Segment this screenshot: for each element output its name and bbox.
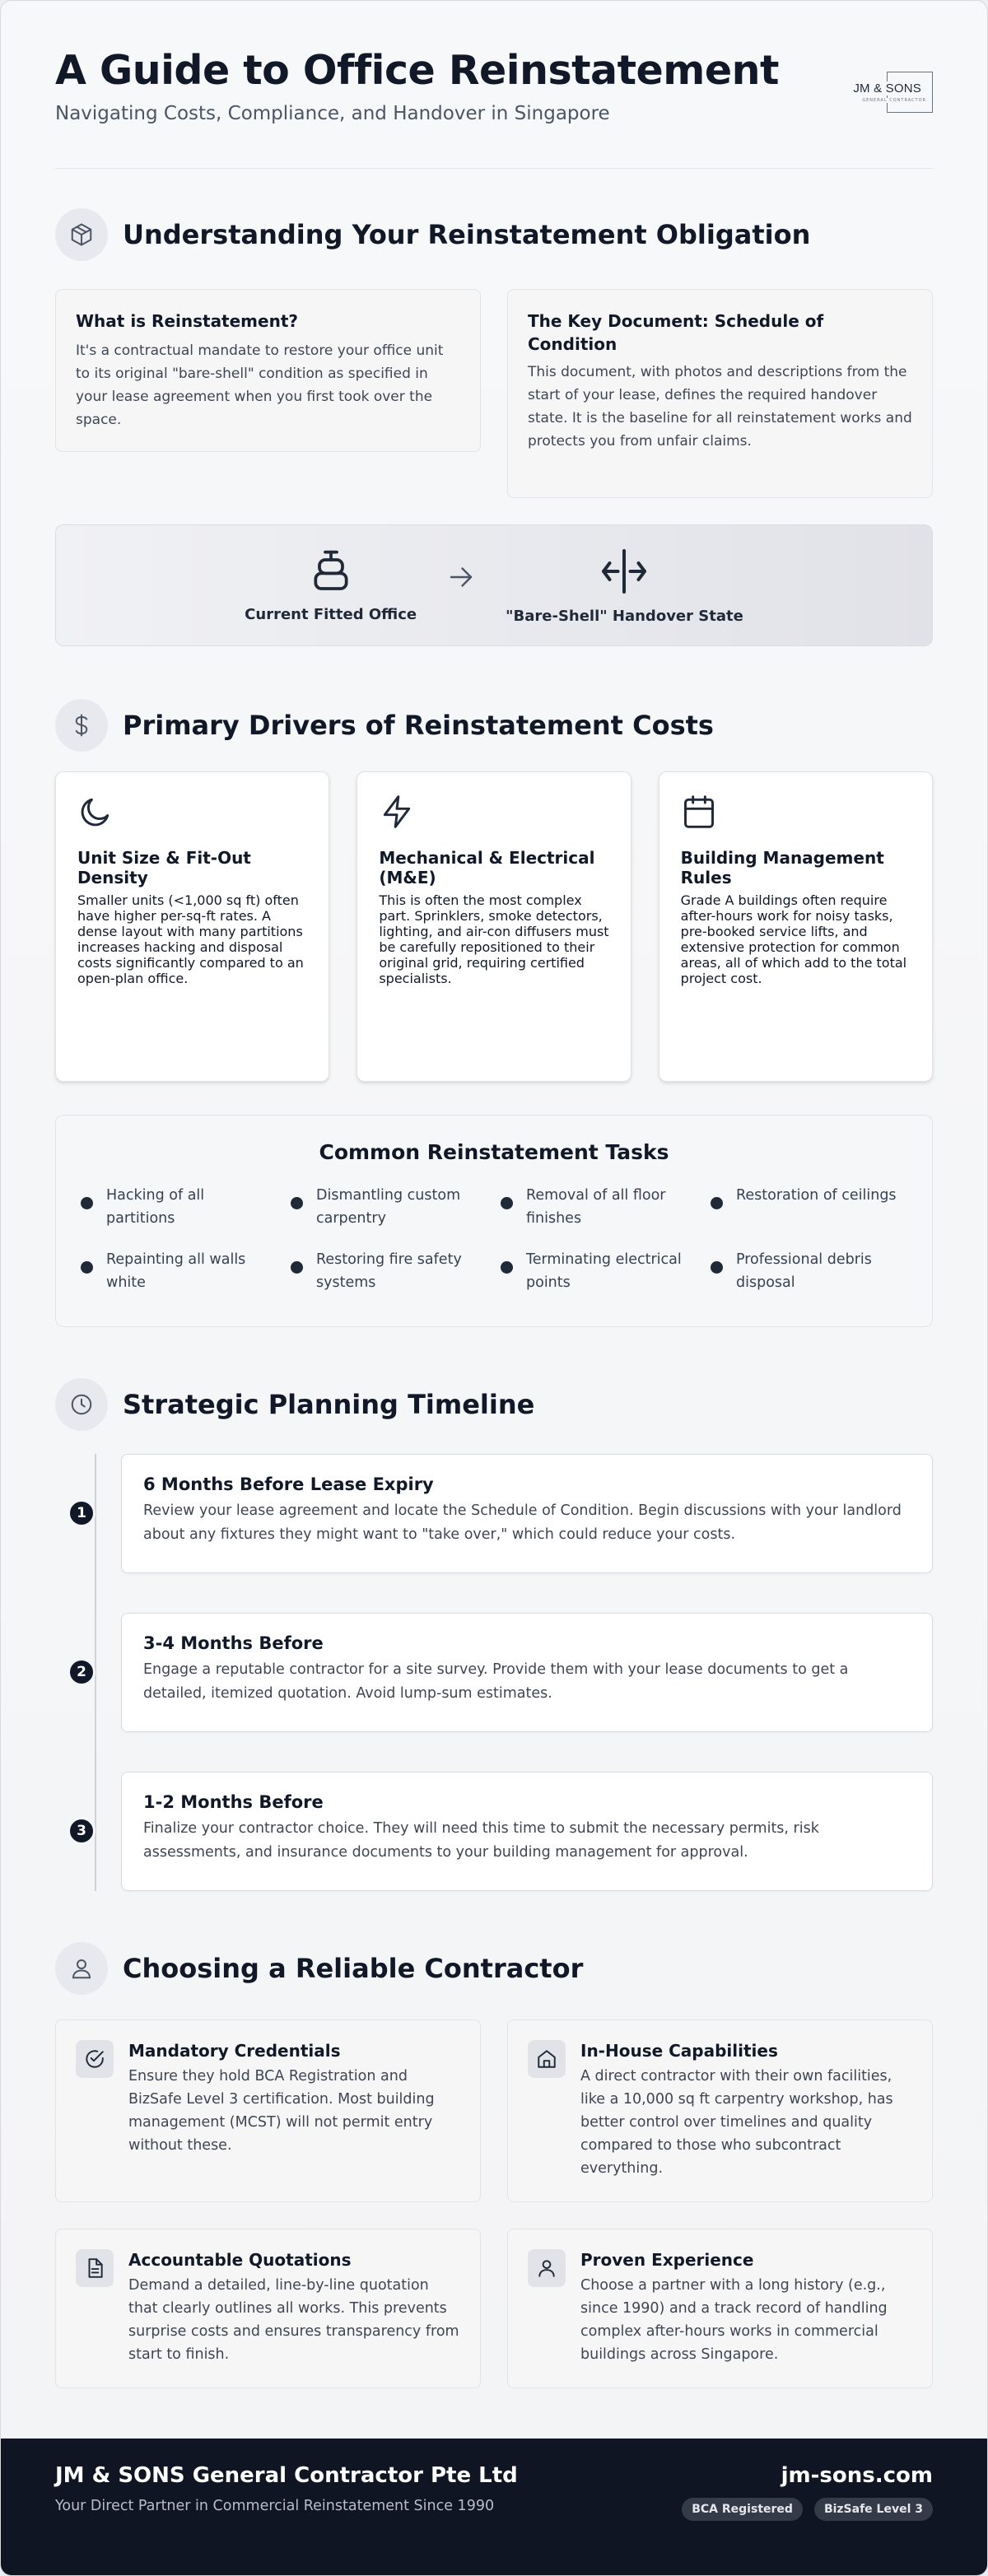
list-item: Restoring fire safety systems — [291, 1248, 487, 1294]
card-text: Choose a partner with a long history (e.g., since 1990) and a track record of handling complex after-hours works in commercial buildings across Singapore. — [580, 2277, 888, 2363]
card-text: Smaller units (<1,000 sq ft) often have higher per-sq-ft rates. A dense layout with many partitions increases hacking and disposal costs significantly compared to an open-plan office. — [77, 892, 304, 986]
clock-icon — [55, 1378, 108, 1431]
card-text: Ensure they hold BCA Registration and BizSafe Level 3 certification. Most building management (MCST) will not permit entry without these. — [128, 2068, 435, 2154]
card-text: This document, with photos and descriptions from the start of your lease, defines the required handover state. It is the baseline for all reinstatement works and protects you from unfair claims. — [528, 364, 912, 450]
step-title: 1-2 Months Before — [143, 1792, 324, 1812]
list-item: Professional debris disposal — [711, 1248, 907, 1294]
info-card — [55, 289, 481, 452]
page-title: A Guide to Office Reinstatement — [55, 47, 779, 94]
cost-driver-card — [55, 771, 329, 1082]
tasks-panel — [55, 1115, 933, 1327]
step-number: 3 — [68, 1817, 96, 1845]
fitted-office-icon — [308, 548, 354, 594]
timeline — [55, 1454, 933, 1891]
step-number: 1 — [68, 1499, 96, 1527]
section-title: Choosing a Reliable Contractor — [123, 1953, 584, 1984]
page-header — [55, 1, 933, 169]
drivers-section — [55, 699, 933, 1327]
footer-website-link[interactable]: jm-sons.com — [781, 2463, 933, 2488]
to-state-label: "Bare-Shell" Handover State — [506, 607, 743, 625]
contractor-card — [55, 2019, 481, 2202]
bare-shell-icon — [599, 547, 649, 596]
list-item: Repainting all walls white — [81, 1248, 277, 1294]
to-state — [506, 547, 743, 625]
card-title: Accountable Quotations — [128, 2250, 352, 2270]
person-icon — [55, 1942, 108, 1995]
cost-driver-card — [357, 771, 631, 1082]
step-title: 6 Months Before Lease Expiry — [143, 1474, 434, 1494]
tasks-list — [81, 1184, 907, 1294]
logo-tag: GENERAL CONTRACTOR — [862, 98, 926, 103]
card-title: Building Management Rules — [680, 848, 884, 887]
page-footer — [1, 2439, 987, 2575]
step-text: Engage a reputable contractor for a site survey. Provide them with your lease documents to get a detailed, itemized quotation. Avoid lump-sum estimates. — [143, 1661, 849, 1702]
card-text: Demand a detailed, line-by-line quotation that clearly outlines all works. This prevents surprise costs and ensures transparency from start to finish. — [128, 2277, 459, 2363]
info-card — [507, 289, 933, 498]
tasks-title: Common Reinstatement Tasks — [319, 1140, 669, 1164]
card-title: Mandatory Credentials — [128, 2041, 341, 2061]
step-title: 3-4 Months Before — [143, 1633, 324, 1653]
card-title: In-House Capabilities — [580, 2041, 778, 2061]
contractor-card — [55, 2229, 481, 2388]
list-item: Hacking of all partitions — [81, 1184, 277, 1230]
document-icon — [76, 2249, 114, 2287]
card-text: Grade A buildings often require after-hours work for noisy tasks, pre-booked service lifts, and extensive protection for common areas, all of which add to the total project cost. — [680, 892, 907, 986]
step-text: Finalize your contractor choice. They will need this time to submit the necessary permits, risk assessments, and insurance documents to your building management for approval. — [143, 1820, 819, 1861]
section-title: Primary Drivers of Reinstatement Costs — [123, 710, 714, 741]
card-title: What is Reinstatement? — [76, 311, 298, 331]
cost-driver-card — [659, 771, 933, 1082]
status-badge: BCA Registered — [682, 2498, 803, 2521]
cube-icon — [55, 208, 108, 261]
card-title: Unit Size & Fit-Out Density — [77, 848, 251, 887]
arrow-right-icon — [446, 562, 476, 592]
company-logo — [851, 72, 933, 113]
timeline-step — [77, 1772, 933, 1891]
footer-tagline: Your Direct Partner in Commercial Reinstatement Since 1990 — [55, 2498, 495, 2514]
contractor-section — [55, 1942, 933, 2388]
timeline-section — [55, 1378, 933, 1891]
card-title: Proven Experience — [580, 2250, 754, 2270]
step-number: 2 — [68, 1658, 96, 1686]
from-state-label: Current Fitted Office — [245, 605, 417, 623]
timeline-step — [77, 1454, 933, 1573]
footer-company: JM & SONS General Contractor Pte Ltd — [55, 2463, 518, 2488]
logo-name: JM & SONS — [853, 82, 921, 95]
calendar-icon — [681, 794, 911, 830]
list-item: Dismantling custom carpentry — [291, 1184, 487, 1230]
home-icon — [528, 2040, 566, 2078]
card-text: It's a contractual mandate to restore your office unit to its original "bare-shell" condition as specified in your lease agreement when you first took over the space. — [76, 342, 444, 429]
from-state — [245, 548, 417, 623]
moon-icon — [77, 794, 307, 830]
contractor-card — [507, 2019, 933, 2202]
dollar-icon — [55, 699, 108, 752]
card-text: This is often the most complex part. Sprinklers, smoke detectors, lighting, and air-con diffusers must be carefully repositioned to their original grid, requiring certified specialists. — [379, 892, 609, 986]
lightning-icon — [379, 794, 608, 830]
card-title: Mechanical & Electrical (M&E) — [379, 848, 595, 887]
timeline-step — [77, 1613, 933, 1732]
list-item: Restoration of ceilings — [711, 1184, 907, 1230]
card-text: A direct contractor with their own facilities, like a 10,000 sq ft carpentry workshop, has better control over timelines and quality compared to those who subcontract everything. — [580, 2068, 893, 2177]
handover-banner — [55, 524, 933, 646]
step-text: Review your lease agreement and locate the Schedule of Condition. Begin discussions with your landlord about any fixtures they might want to "take over," which could reduce your costs. — [143, 1502, 902, 1543]
check-circle-icon — [76, 2040, 114, 2078]
certification-badges — [682, 2498, 933, 2521]
user-icon — [528, 2249, 566, 2287]
obligation-section — [55, 208, 933, 646]
list-item: Removal of all floor finishes — [501, 1184, 697, 1230]
list-item: Terminating electrical points — [501, 1248, 697, 1294]
section-title: Understanding Your Reinstatement Obligation — [123, 219, 811, 250]
contractor-card — [507, 2229, 933, 2388]
section-title: Strategic Planning Timeline — [123, 1389, 535, 1420]
page-subtitle: Navigating Costs, Compliance, and Handover in Singapore — [55, 102, 610, 124]
card-title: The Key Document: Schedule of Condition — [528, 311, 824, 354]
status-badge: BizSafe Level 3 — [814, 2498, 933, 2521]
